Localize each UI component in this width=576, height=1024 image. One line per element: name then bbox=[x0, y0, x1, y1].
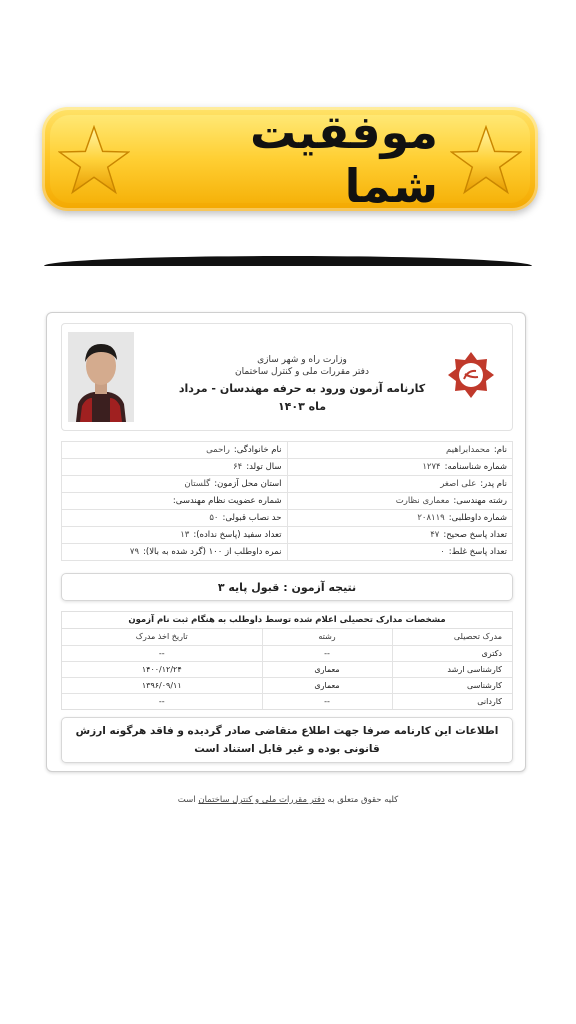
exam-title: کارنامه آزمون ورود به حرفه مهندسان - مرداد ماه ۱۴۰۳ bbox=[178, 382, 426, 413]
info-label: نام پدر: bbox=[480, 479, 507, 489]
info-value: محمدابراهیم bbox=[446, 445, 490, 455]
info-label: سال تولد: bbox=[246, 462, 282, 472]
info-cell bbox=[287, 476, 513, 493]
info-label: رشته مهندسی: bbox=[453, 496, 507, 506]
footer-prefix: کلیه حقوق متعلق به bbox=[327, 795, 399, 805]
education-row bbox=[62, 677, 512, 693]
banner-title: موفقیت شما bbox=[249, 105, 438, 213]
divider bbox=[44, 256, 532, 266]
education-header-cell: رشته bbox=[262, 629, 392, 645]
education-header-cell: تاریخ اخذ مدرک bbox=[62, 629, 262, 645]
info-cell bbox=[287, 442, 513, 459]
info-row bbox=[62, 459, 513, 476]
footer bbox=[0, 795, 576, 805]
star-icon bbox=[450, 125, 522, 195]
education-cell: ۱۴۰۰/۱۲/۲۴ bbox=[62, 661, 262, 677]
info-cell bbox=[287, 510, 513, 527]
education-title: مشخصات مدارک تحصیلی اعلام شده توسط داوطلب به هنگام ثبت نام آزمون bbox=[62, 612, 512, 629]
info-row bbox=[62, 527, 513, 544]
info-value: ۲۰۸۱۱۹ bbox=[417, 513, 445, 523]
info-row bbox=[62, 476, 513, 493]
info-cell bbox=[62, 476, 288, 493]
ministry-logo-icon bbox=[446, 350, 496, 400]
info-cell bbox=[62, 493, 288, 510]
education-header-row bbox=[62, 629, 512, 645]
info-label: شماره داوطلبی: bbox=[448, 513, 507, 523]
info-cell bbox=[62, 527, 288, 544]
footer-link[interactable]: دفتر مقررات ملی و کنترل ساختمان bbox=[198, 795, 325, 805]
exam-result: نتیجه آزمون : قبول پایه ۳ bbox=[61, 573, 513, 601]
info-cell bbox=[62, 442, 288, 459]
info-label: تعداد سفید (پاسخ نداده): bbox=[193, 530, 282, 540]
result-card bbox=[46, 312, 526, 772]
info-value: ۵۰ bbox=[209, 513, 219, 523]
info-value: ۷۹ bbox=[129, 547, 140, 557]
info-row bbox=[62, 544, 513, 561]
info-label: تعداد پاسخ صحیح: bbox=[443, 530, 507, 540]
info-cell bbox=[62, 459, 288, 476]
candidate-photo bbox=[68, 332, 134, 422]
info-label: شماره عضویت نظام مهندسی: bbox=[172, 496, 282, 506]
education-cell: -- bbox=[262, 645, 392, 661]
info-value: ۴۷ bbox=[430, 530, 440, 540]
info-label: شماره شناسنامه: bbox=[444, 462, 507, 472]
office-name: دفتر مقررات ملی و کنترل ساختمان bbox=[235, 367, 369, 377]
education-header-cell: مدرک تحصیلی bbox=[392, 629, 512, 645]
header-text bbox=[172, 354, 432, 416]
education-row bbox=[62, 693, 512, 709]
info-label: تعداد پاسخ غلط: bbox=[448, 547, 507, 557]
education-cell: کارشناسی ارشد bbox=[392, 661, 512, 677]
info-cell bbox=[62, 510, 288, 527]
info-cell bbox=[287, 527, 513, 544]
info-row bbox=[62, 442, 513, 459]
info-cell bbox=[62, 544, 288, 561]
info-value: علی اصغر bbox=[440, 479, 477, 489]
education-cell: معماری bbox=[262, 661, 392, 677]
education-section bbox=[61, 611, 513, 710]
info-value: راحمی bbox=[206, 445, 230, 455]
info-cell bbox=[287, 459, 513, 476]
info-label: حد نصاب قبولی: bbox=[222, 513, 282, 523]
info-label: نمره داوطلب از ۱۰۰ (گرد شده به بالا): bbox=[143, 547, 282, 557]
info-value: ۶۴ bbox=[233, 462, 243, 472]
info-value: گلستان bbox=[184, 479, 211, 489]
education-cell: دکتری bbox=[392, 645, 512, 661]
success-banner bbox=[42, 107, 538, 211]
info-row bbox=[62, 510, 513, 527]
info-value: ۱۳ bbox=[180, 530, 190, 540]
education-cell: -- bbox=[62, 693, 262, 709]
info-cell bbox=[287, 544, 513, 561]
card-header bbox=[61, 323, 513, 431]
info-value: ۰ bbox=[440, 547, 445, 557]
info-value: ۱۲۷۴ bbox=[422, 462, 441, 472]
education-cell: -- bbox=[262, 693, 392, 709]
info-label: نام خانوادگی: bbox=[233, 445, 282, 455]
info-label: استان محل آزمون: bbox=[214, 479, 282, 489]
education-cell: -- bbox=[62, 645, 262, 661]
education-table bbox=[62, 629, 512, 709]
star-icon bbox=[58, 125, 130, 195]
disclaimer-notice: اطلاعات این کارنامه صرفا جهت اطلاع متقاضی صادر گردیده و فاقد هرگونه ارزش قانونی بوده و غیر قابل استناد است bbox=[61, 717, 513, 763]
education-cell: ۱۳۹۶/۰۹/۱۱ bbox=[62, 677, 262, 693]
candidate-info-table bbox=[61, 441, 513, 561]
footer-suffix: است bbox=[177, 795, 196, 805]
info-cell bbox=[287, 493, 513, 510]
info-value: معماری نظارت bbox=[395, 496, 450, 506]
info-label: نام: bbox=[493, 445, 507, 455]
info-row bbox=[62, 493, 513, 510]
education-cell: کارشناسی bbox=[392, 677, 512, 693]
education-row bbox=[62, 645, 512, 661]
ministry-name: وزارت راه و شهر سازی bbox=[257, 355, 347, 365]
education-cell: معماری bbox=[262, 677, 392, 693]
education-row bbox=[62, 661, 512, 677]
education-cell: کاردانی bbox=[392, 693, 512, 709]
